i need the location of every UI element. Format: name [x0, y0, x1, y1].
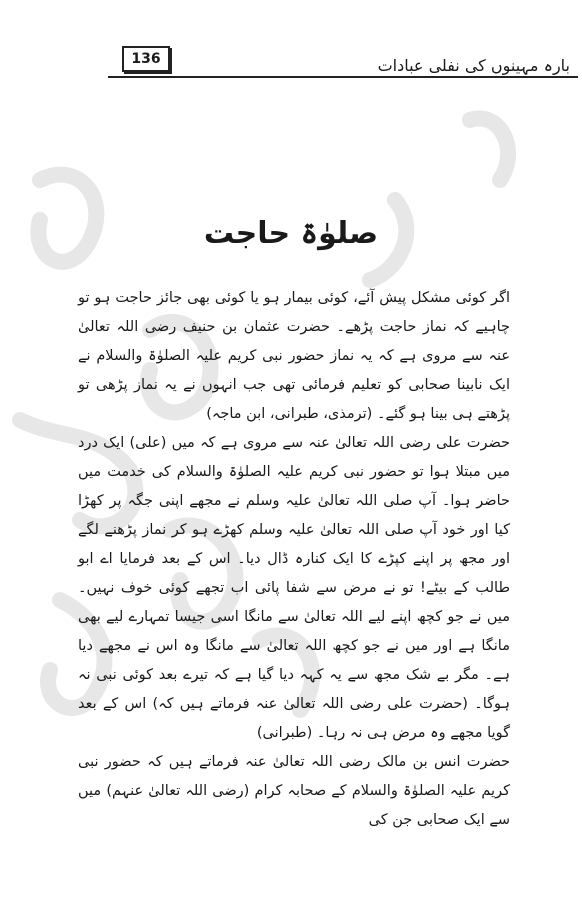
running-title: بارہ مہینوں کی نفلی عبادات — [377, 56, 570, 75]
page-number: 136 — [122, 46, 170, 72]
paragraph-hazrat-anas: حضرت انس بن مالک رضی اللہ تعالیٰ عنہ فرماتے ہیں کہ حضور نبی کریم علیہ الصلوٰۃ والسلام کے صحابہ کرام (رضی اللہ تعالیٰ عنہم) میں سے ایک صحابی جن کی — [78, 754, 510, 828]
page-header — [108, 42, 578, 82]
chapter-title: صلوٰۃ حاجت — [203, 216, 379, 251]
header-rule — [108, 76, 578, 78]
paragraph-hazrat-ali: حضرت علی رضی اللہ تعالیٰ عنہ سے مروی ہے کہ میں (علی) ایک درد میں مبتلا ہوا تو حضور نبی کریم علیہ الصلوٰۃ والسلام کی خدمت میں حاضر ہوا۔ آپ صلی اللہ تعالیٰ علیہ وسلم نے مجھے اپنی جگہ پر کھڑا کیا اور خود آپ صلی اللہ تعالیٰ علیہ وسلم کھڑے ہو کر نماز پڑھنے لگے اور مجھ پر اپنے کپڑے کا ایک کنارہ ڈال دیا۔ اس کے بعد فرمایا اے ابو طالب کے بیٹے! تو نے مرض سے شفا پائی اب تجھے کوئی خوف نہیں۔ میں نے جو کچھ اپنے لیے اللہ تعالیٰ سے مانگا اسی جیسا تمہارے لیے بھی مانگا ہے اور میں نے جو کچھ اللہ تعالیٰ سے مانگا وہ اس نے مجھے دیا ہے۔ مگر بے شک مجھ سے یہ کہہ دیا گیا ہے کہ تیرے بعد کوئی نبی نہ ہوگا۔ (حضرت علی رضی اللہ تعالیٰ عنہ فرماتے ہیں کہ) اس کے بعد گویا مجھے وہ مرض ہی نہ رہا۔ (طبرانی) — [78, 435, 510, 741]
paragraph-intro: اگر کوئی مشکل پیش آئے، کوئی بیمار ہو یا کوئی بھی جائز حاجت ہو تو چاہیے کہ نماز حاجت پڑھے۔ حضرت عثمان بن حنیف رضی اللہ تعالیٰ عنہ سے مروی ہے کہ یہ نماز حضور نبی کریم علیہ الصلوٰۃ والسلام نے ایک نابینا صحابی کو تعلیم فرمائی تھی جب انہوں نے یہ نماز پڑھی تو پڑھتے ہی بینا ہو گئے۔ (ترمذی، طبرانی، ابن ماجہ) — [78, 290, 510, 422]
body-text — [78, 284, 510, 835]
